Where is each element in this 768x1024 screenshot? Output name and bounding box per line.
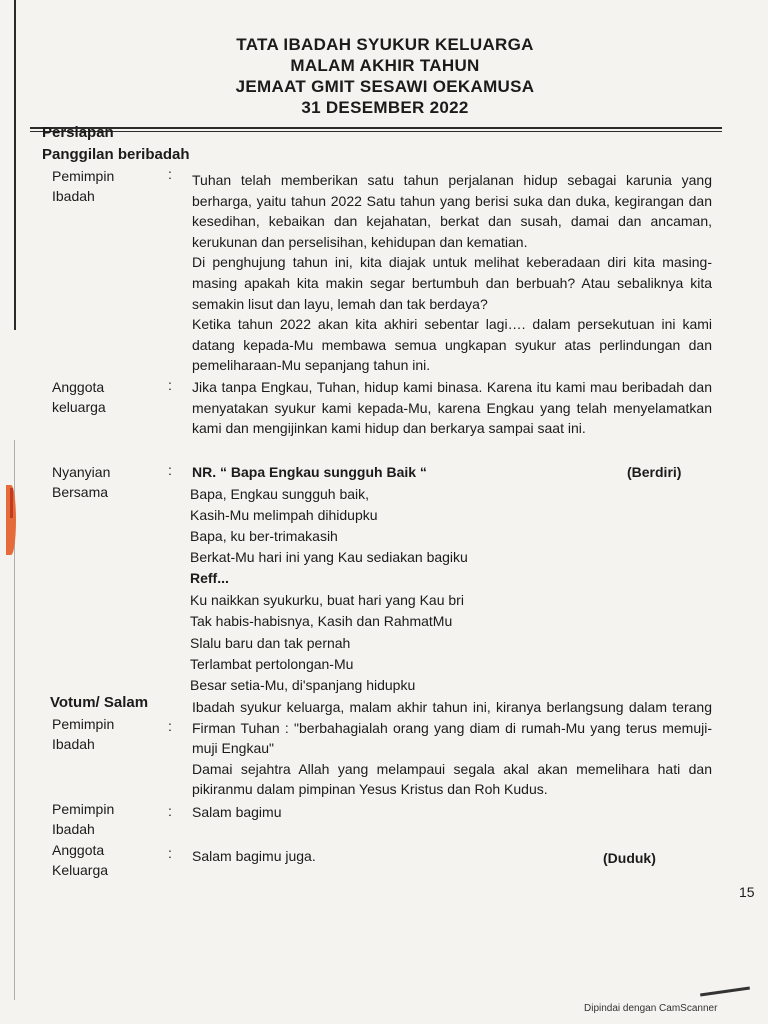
votum-paragraph-1: Ibadah syukur keluarga, malam akhir tahun ini, kiranya berlangsung dalam terang Firman Tuhan : "berbahagialah orang yang diam di rumah-Mu yang terus memuji-muji Engkau" [192,699,712,757]
song-line: Berkat-Mu hari ini yang Kau sediakan bagiku [190,549,468,565]
speaker-pemimpin-ibadah [52,166,162,206]
salam-reply-text: Salam bagimu juga. [192,848,316,864]
salam-text: Salam bagimu [192,804,282,820]
song-reff-line: Terlambat pertolongan-Mu [190,656,354,672]
song-reff-line: Tak habis-habisnya, Kasih dan RahmatMu [190,613,453,629]
colon: : [168,462,172,478]
header-title: TATA IBADAH SYUKUR KELUARGA [236,35,534,54]
speaker-label: Pemimpin [52,801,115,817]
colon: : [168,845,172,861]
panggilan-text [192,170,712,376]
header-date: 31 DESEMBER 2022 [301,98,469,117]
speaker-label: Nyanyian [52,464,111,480]
speaker-label: Anggota [52,379,105,395]
song-reff-line: Ku naikkan syukurku, buat hari yang Kau bri [190,592,464,608]
stage-direction-duduk: (Duduk) [603,850,656,866]
speaker-label: Ibadah [52,821,95,837]
song-title: NR. “ Bapa Engkau sungguh Baik “ [192,464,427,480]
speaker-label: Pemimpin [52,716,115,732]
votum-text [192,697,712,800]
speaker-pemimpin-ibadah [52,799,162,839]
document-header [150,34,620,118]
colon: : [168,718,172,734]
song-line: Bapa, ku ber-trimakasih [190,528,338,544]
speaker-anggota-keluarga [52,377,162,417]
speaker-label: Ibadah [52,188,95,204]
panggilan-paragraph-1: Tuhan telah memberikan satu tahun perjalanan hidup sebagai karunia yang berharga, yaitu tahun 2022 Satu tahun yang berisi suka dan duka, kegirangan dan kesedihan, kebaikan dan kejahatan, berkat dan susah, damai dan ancaman, kerukunan dan perselisihan, kehidupan dan kematian. [192,172,712,250]
song-line: Kasih-Mu melimpah dihidupku [190,507,378,523]
header-congregation: JEMAAT GMIT SESAWI OEKAMUSA [235,77,535,96]
speaker-label: Keluarga [52,862,109,878]
colon: : [168,166,172,182]
song-line: Bapa, Engkau sungguh baik, [190,486,370,502]
red-mark-inner [10,488,13,518]
speaker-label: Pemimpin [52,168,115,184]
speaker-pemimpin-ibadah [52,714,162,754]
section-persiapan: Persiapan [42,124,114,141]
speaker-nyanyian-bersama [52,462,162,502]
colon: : [168,377,172,393]
header-rule [30,127,722,129]
speaker-label: Bersama [52,484,109,500]
colon: : [168,803,172,819]
song-reff-line: Slalu baru dan tak pernah [190,635,351,651]
speaker-label: Anggota [52,842,105,858]
song-reff-label: Reff... [190,570,229,586]
speaker-label: Ibadah [52,736,95,752]
panggilan-paragraph-3: Ketika tahun 2022 akan kita akhiri sebentar lagi…. dalam persekutuan ini kami datang kepada-Mu membawa semua ungkapan syukur atas perlindungan dan pemeliharaan-Mu sepanjang tahun ini. [192,316,712,374]
scanner-watermark: Dipindai dengan CamScanner [584,1003,718,1014]
anggota-paragraph: Jika tanpa Engkau, Tuhan, hidup kami binasa. Karena itu kami mau beribadah dan menyatakan syukur kami kepada-Mu, karena Engkau yang telah menyelamatkan kami dan mengijinkan kami hidup dan berkarya sampai saat ini. [192,379,712,437]
panggilan-paragraph-2: Di penghujung tahun ini, kita diajak untuk melihat keberadaan diri kita masing-masing apakah kita makin segar bertumbuh dan berbuah? Atau sebaliknya kita semakin lisut dan layu, lemah dan tak berdaya? [192,254,712,312]
section-panggilan: Panggilan beribadah [42,146,190,163]
stage-direction-berdiri: (Berdiri) [627,464,682,480]
header-subtitle: MALAM AKHIR TAHUN [290,56,480,75]
speaker-label: keluarga [52,399,106,415]
scan-margin-line [14,0,16,330]
section-votum-salam: Votum/ Salam [50,694,149,711]
header-rule-thin [30,131,722,132]
pen-scribble [700,987,750,997]
votum-paragraph-2: Damai sejahtra Allah yang melampaui segala akal akan memelihara hati dan pikiranmu dalam pimpinan Yesus Kristus dan Roh Kudus. [192,760,712,798]
page-number: 15 [739,884,755,900]
speaker-anggota-keluarga [52,840,162,880]
anggota-response-text [192,377,712,439]
song-reff-line: Besar setia-Mu, di'spanjang hidupku [190,677,416,693]
